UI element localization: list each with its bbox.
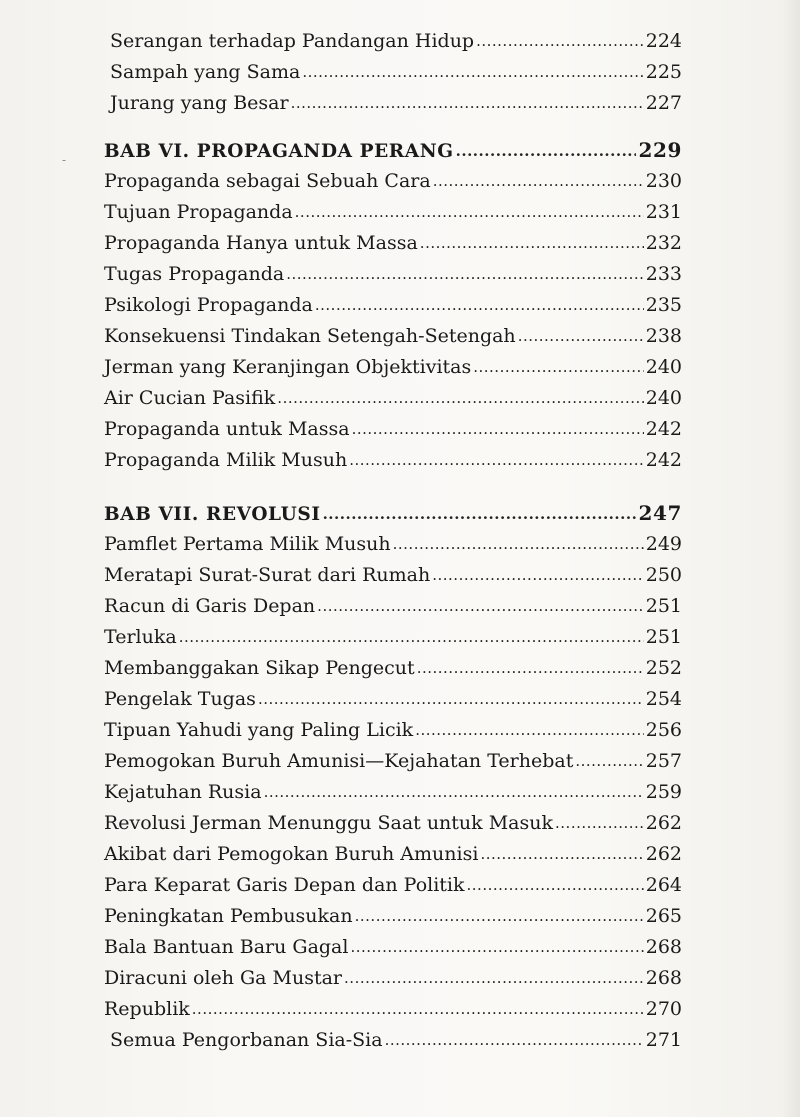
spacer [104, 119, 682, 135]
dot-leader [575, 746, 643, 777]
dot-leader [192, 994, 644, 1025]
toc-entry-page: 238 [645, 325, 682, 347]
dot-leader [415, 715, 644, 746]
dot-leader [393, 529, 644, 560]
toc-entry-page: 242 [645, 418, 682, 440]
dot-leader [456, 136, 637, 167]
toc-entry-page: 251 [645, 595, 682, 617]
toc-entry-title: Republik [104, 998, 190, 1020]
toc-entry-title: Air Cucian Pasifik [104, 387, 276, 409]
toc-entry-page: 268 [645, 967, 682, 989]
dot-leader [264, 777, 644, 808]
toc-entry-page: 227 [645, 92, 682, 114]
toc-entry-title: Meratapi Surat-Surat dari Rumah [104, 564, 431, 586]
dot-leader [480, 839, 643, 870]
dot-leader [323, 499, 637, 530]
toc-entry-page: 264 [645, 874, 682, 896]
toc-entry-page: 262 [645, 843, 682, 865]
chapter-page: 247 [638, 501, 682, 525]
chapter-page: 229 [638, 138, 682, 162]
toc-entry-page: 252 [645, 657, 682, 679]
toc-entry-page: 230 [645, 170, 682, 192]
toc-entry-page: 254 [645, 688, 682, 710]
dot-leader [355, 901, 644, 932]
toc-entry-page: 240 [645, 387, 682, 409]
dot-leader [295, 197, 644, 228]
dot-leader [258, 684, 644, 715]
toc-entry-page: 250 [645, 564, 682, 586]
toc-entry-title: Revolusi Jerman Menunggu Saat untuk Masuk [104, 812, 554, 834]
toc-entry-title: Jurang yang Besar [110, 92, 289, 114]
dot-leader [350, 932, 643, 963]
toc-entry-page: 262 [645, 812, 682, 834]
toc-entry-page: 249 [645, 533, 682, 555]
toc-entry [104, 1025, 682, 1056]
toc-entry-title: Semua Pengorbanan Sia-Sia [110, 1029, 383, 1051]
toc-entry [104, 445, 682, 476]
toc-entry [104, 383, 682, 414]
dot-leader [302, 57, 643, 88]
toc-entry-title: Kejatuhan Rusia [104, 781, 262, 803]
toc-entry-page: 265 [645, 905, 682, 927]
toc-entry-title: Tugas Propaganda [104, 263, 285, 285]
chapter-title: BAB VII. REVOLUSI [104, 504, 321, 525]
toc-entry-title: Propaganda Milik Musuh [104, 449, 348, 471]
toc-entry-title: Propaganda untuk Massa [104, 418, 350, 440]
dot-leader [555, 808, 644, 839]
toc-entry-page: 224 [645, 30, 682, 52]
dot-leader [277, 383, 643, 414]
toc-entry-page: 225 [645, 61, 682, 83]
dot-leader [317, 591, 644, 622]
toc-entry-page: 251 [645, 626, 682, 648]
toc-entry-page: 268 [645, 936, 682, 958]
toc-entry [104, 57, 682, 88]
toc-entry-title: Propaganda sebagai Sebuah Cara [104, 170, 431, 192]
toc-entry-title: Peningkatan Pembusukan [104, 905, 353, 927]
toc-entry-title: Serangan terhadap Pandangan Hidup [110, 30, 475, 52]
toc-entry-page: 233 [645, 263, 682, 285]
toc-entry-title: Propaganda Hanya untuk Massa [104, 232, 418, 254]
toc-entry-page: 256 [645, 719, 682, 741]
dot-leader [518, 321, 644, 352]
toc-entry-title: Diracuni oleh Ga Mustar [104, 967, 343, 989]
toc-entry [104, 932, 682, 963]
toc-entry [104, 622, 682, 653]
toc-entry-title: Membanggakan Sikap Pengecut [104, 657, 415, 679]
table-of-contents [104, 26, 682, 1056]
toc-entry [104, 808, 682, 839]
toc-entry-title: Pengelak Tugas [104, 688, 256, 710]
toc-entry-title: Terluka [104, 626, 177, 648]
toc-entry-page: 242 [645, 449, 682, 471]
toc-entry [104, 746, 682, 777]
margin-mark: ‐ [62, 153, 67, 167]
dot-leader [473, 352, 644, 383]
toc-entry-title: Jerman yang Keranjingan Objektivitas [104, 356, 472, 378]
toc-entry [104, 715, 682, 746]
toc-entry [104, 26, 682, 57]
toc-entry [104, 321, 682, 352]
toc-entry-page: 259 [645, 781, 682, 803]
dot-leader [467, 870, 644, 901]
dot-leader [291, 88, 644, 119]
dot-leader [352, 414, 644, 445]
dot-leader [286, 259, 644, 290]
toc-entry-page: 271 [645, 1029, 682, 1051]
toc-entry [104, 994, 682, 1025]
toc-entry [104, 414, 682, 445]
toc-entry [104, 870, 682, 901]
page-edge-shadow [782, 0, 800, 1117]
dot-leader [179, 622, 644, 653]
toc-entry-title: Tujuan Propaganda [104, 201, 293, 223]
toc-entry-page: 235 [645, 294, 682, 316]
toc-entry-title: Pemogokan Buruh Amunisi—Kejahatan Terhebat [104, 750, 574, 772]
toc-entry-title: Para Keparat Garis Depan dan Politik [104, 874, 465, 896]
toc-entry-page: 240 [645, 356, 682, 378]
chapter-heading [104, 135, 682, 166]
toc-entry [104, 259, 682, 290]
dot-leader [349, 445, 644, 476]
toc-entry [104, 352, 682, 383]
toc-entry [104, 290, 682, 321]
toc-entry-title: Bala Bantuan Baru Gagal [104, 936, 349, 958]
toc-entry [104, 166, 682, 197]
spacer [104, 476, 682, 498]
toc-entry-page: 270 [645, 998, 682, 1020]
dot-leader [417, 653, 644, 684]
toc-entry [104, 88, 682, 119]
toc-entry [104, 197, 682, 228]
toc-entry [104, 684, 682, 715]
toc-entry-page: 232 [645, 232, 682, 254]
chapter-title: BAB VI. PROPAGANDA PERANG [104, 141, 454, 162]
toc-entry-title: Sampah yang Sama [110, 61, 301, 83]
dot-leader [344, 963, 644, 994]
toc-entry-title: Akibat dari Pemogokan Buruh Amunisi [104, 843, 479, 865]
toc-entry [104, 653, 682, 684]
toc-entry [104, 529, 682, 560]
toc-entry-page: 257 [645, 750, 682, 772]
toc-entry [104, 560, 682, 591]
toc-entry-page: 231 [645, 201, 682, 223]
dot-leader [315, 290, 644, 321]
toc-entry-title: Tipuan Yahudi yang Paling Licik [104, 719, 414, 741]
dot-leader [476, 26, 644, 57]
toc-entry-title: Racun di Garis Depan [104, 595, 316, 617]
toc-entry [104, 901, 682, 932]
chapter-heading [104, 498, 682, 529]
toc-entry-title: Psikologi Propaganda [104, 294, 313, 316]
dot-leader [433, 166, 644, 197]
dot-leader [385, 1025, 644, 1056]
toc-entry-title: Konsekuensi Tindakan Setengah-Setengah [104, 325, 516, 347]
toc-entry [104, 777, 682, 808]
toc-entry [104, 839, 682, 870]
toc-entry [104, 963, 682, 994]
toc-entry [104, 228, 682, 259]
toc-entry [104, 591, 682, 622]
toc-entry-title: Pamflet Pertama Milik Musuh [104, 533, 391, 555]
dot-leader [420, 228, 644, 259]
dot-leader [432, 560, 644, 591]
